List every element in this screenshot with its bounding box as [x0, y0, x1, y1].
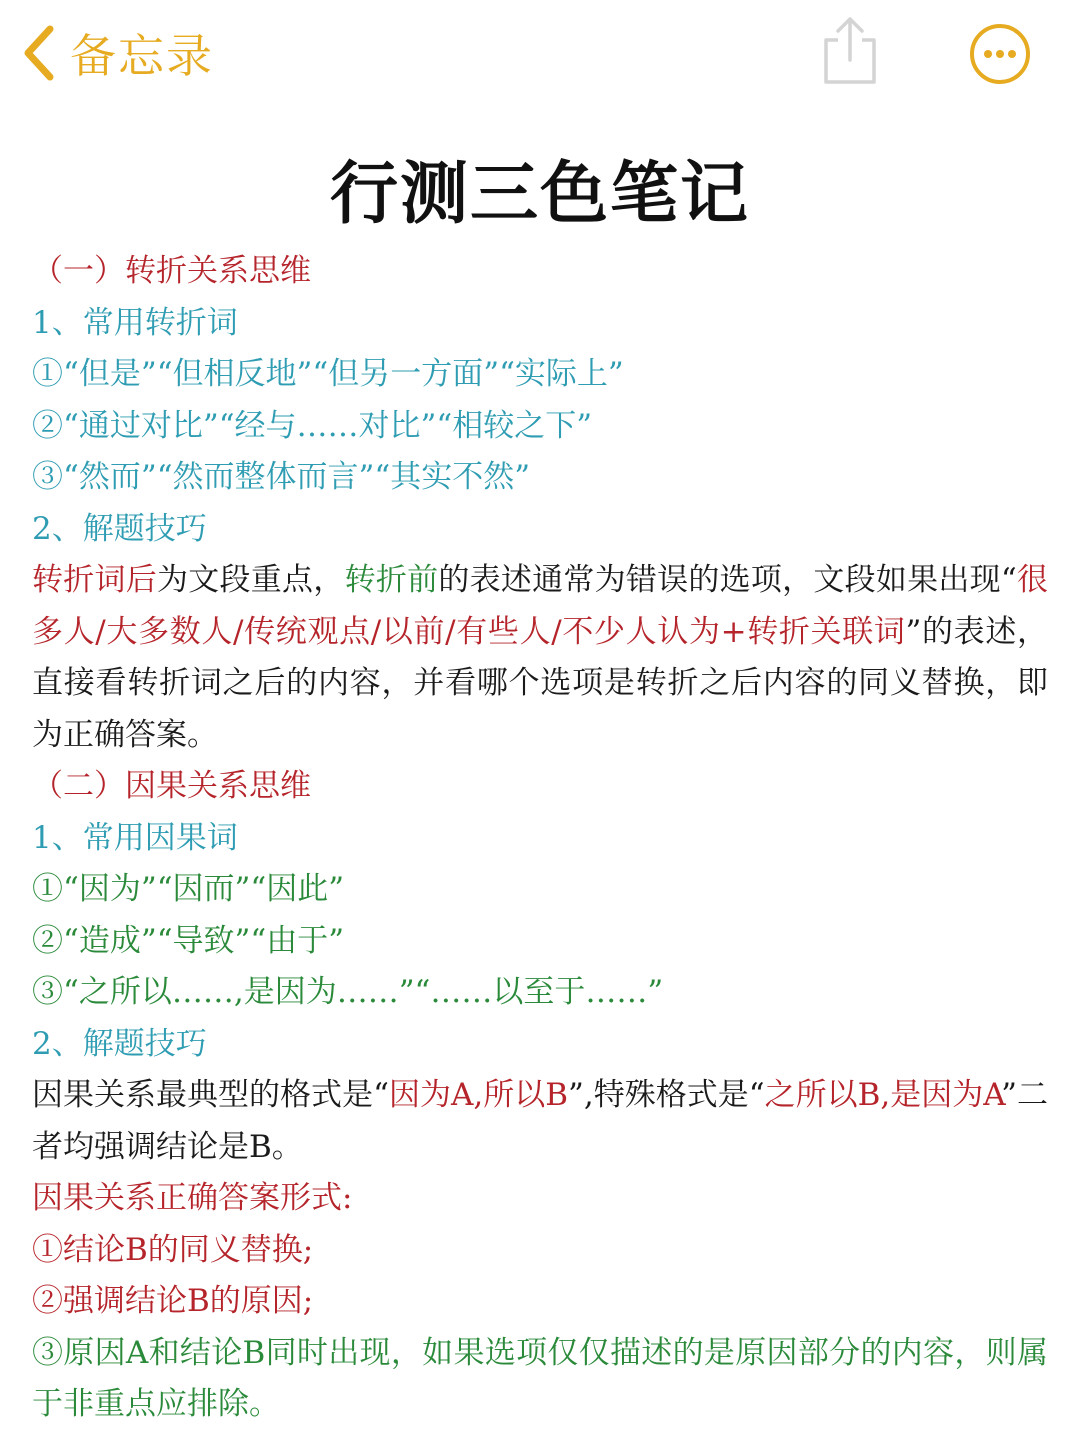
text-span: ”,特殊格式是“ [568, 1077, 765, 1113]
list-item: ②“通过对比”“经与……对比”“相较之下” [32, 407, 593, 444]
text-span: 为文段重点， [157, 562, 345, 598]
paragraph [32, 1070, 1048, 1173]
more-options-button[interactable] [968, 22, 1032, 86]
text-span: 因为A,所以B [388, 1077, 569, 1113]
list-item: ①“但是”“但相反地”“但另一方面”“实际上” [32, 356, 624, 392]
section-heading: （一）转折关系思维 [32, 253, 311, 289]
text-span: 因果关系最典型的格式是“ [32, 1077, 389, 1113]
answer-item: ②强调结论B的原因; [32, 1283, 314, 1319]
text-span: ”的表述，直接看转折词之后的内容，并看哪个选项是转折之后内容的同义替换，即为正确答案。 [32, 613, 1048, 753]
text-span: ”二者均强调结论是B。 [32, 1077, 1048, 1165]
ellipsis-circle-icon [968, 71, 1032, 90]
list-item: ③“然而”“然而整体而言”“其实不然” [32, 459, 531, 495]
chevron-left-icon [22, 25, 56, 81]
answer-heading: 因果关系正确答案形式: [32, 1180, 353, 1216]
text-span: 的表述通常为错误的选项，文段如果出现“ [438, 562, 1017, 598]
subheading: 1、常用转折词 [32, 304, 238, 341]
answer-item: ①结论B的同义替换; [32, 1231, 314, 1268]
section-heading: （二）因果关系思维 [32, 768, 311, 804]
text-span: 转折前 [344, 562, 439, 598]
list-item: ③“之所以……,是因为……”“……以至于……” [32, 974, 664, 1010]
subheading: 2、解题技巧 [32, 1025, 207, 1062]
list-item: ①“因为”“因而”“因此” [32, 871, 345, 907]
text-span: 转折词后 [32, 562, 158, 598]
share-icon [818, 73, 882, 92]
text-span: 很多人/大多数人/传统观点/以前/有些人/不少人认为+转折关联词 [32, 562, 1049, 650]
subheading: 1、常用因果词 [32, 819, 238, 856]
navigation-bar [0, 0, 1080, 110]
subheading: 2、解题技巧 [32, 510, 207, 547]
back-label: 备忘录 [70, 29, 214, 83]
share-button[interactable] [818, 14, 882, 88]
paragraph [32, 555, 1048, 761]
note-body[interactable] [32, 246, 1048, 1431]
note-title: 行测三色笔记 [329, 155, 750, 234]
back-button[interactable] [22, 18, 214, 88]
list-item: ②“造成”“导致”“由于” [32, 922, 345, 959]
text-span: 之所以B,是因为A [764, 1077, 1002, 1113]
answer-item: ③原因A和结论B同时出现，如果选项仅仅描述的是原因部分的内容，则属于非重点应排除。 [32, 1334, 1048, 1422]
